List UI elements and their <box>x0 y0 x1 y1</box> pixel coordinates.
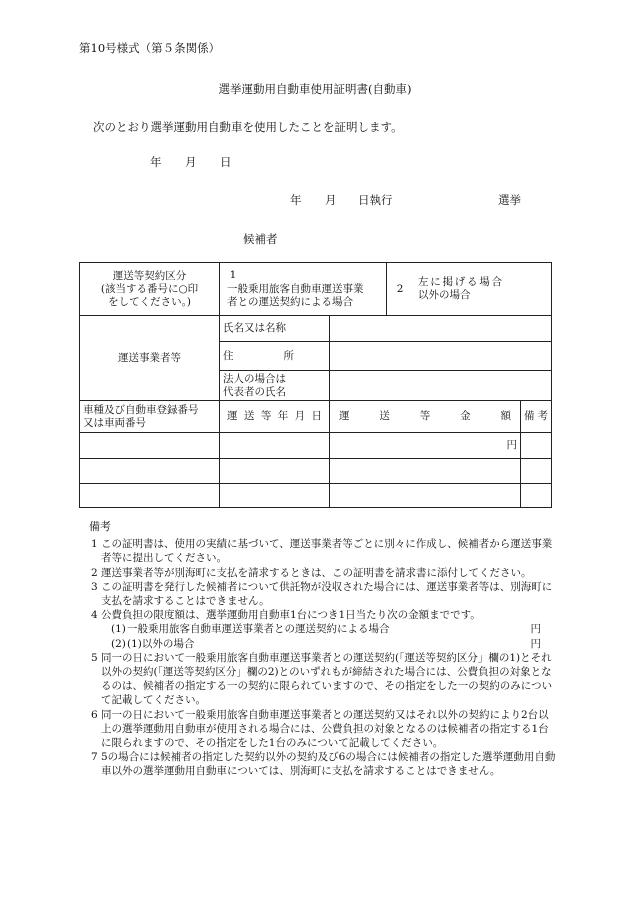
vehicle-cell[interactable] <box>80 459 220 484</box>
operator-label: 運送事業者等 <box>80 316 220 401</box>
month-label: 月 <box>185 155 197 169</box>
year-label: 年 <box>150 155 162 169</box>
note-item: 3 この証明書を発行した候補者について供託物が没収された場合には、運送事業者等は、別海町に支払を請求することはできません。 <box>91 580 553 608</box>
election-label: 選挙 <box>498 193 521 207</box>
contract-option-2[interactable]: 2 左に掲げる場合 以外の場合 <box>387 263 552 316</box>
note-item: 2 運送事業者等が別海町に支払を請求するときは、この証明書を請求書に添付してください。 <box>91 566 532 579</box>
vehicle-cell[interactable] <box>80 484 220 508</box>
election-year-label: 年 <box>290 193 302 207</box>
vehicle-header: 車種及び自動車登録番号 又は車両番号 <box>80 401 220 433</box>
note-sub-item: (2) (1)以外の場合 円 <box>111 637 541 650</box>
election-day-label: 日執行 <box>358 193 393 207</box>
amount-header: 運送等金額 <box>330 401 521 433</box>
amount-cell[interactable] <box>330 433 521 459</box>
date-cell[interactable] <box>220 484 330 508</box>
form-number: 第10号様式（第５条関係） <box>79 41 221 55</box>
contract-type-header: 運送等契約区分 (該当する番号に○印 をしてください。) <box>80 263 220 316</box>
representative-label: 法人の場合は 代表者の氏名 <box>220 371 330 401</box>
notes-section <box>79 520 559 779</box>
name-field[interactable] <box>330 316 552 342</box>
note-item: 4 公費負担の限度額は、選挙運動用自動車1台につき1日当たり次の金額までです。 <box>91 609 481 622</box>
vehicle-cell[interactable] <box>80 433 220 459</box>
amount-cell[interactable] <box>330 484 521 508</box>
date-cell[interactable] <box>220 459 330 484</box>
remarks-cell[interactable] <box>521 433 552 459</box>
remarks-cell[interactable] <box>521 459 552 484</box>
address-label: 住 所 <box>220 342 330 371</box>
note-item: 7 5の場合には候補者の指定した契約以外の契約及び6の場合には候補者の指定した選挙運動用自動車以外の選挙運動用自動車については、別海町に支払を請求することはできません。 <box>91 751 556 778</box>
contract-option-1[interactable]: 1 一般乗用旅客自動車運送事業 者との運送契約による場合 <box>220 263 387 316</box>
note-item: 5 同一の日において一般乗用旅客自動車運送事業者との運送契約(「運送等契約区分」欄の1)とそれ以外の契約(「運送等契約区分」欄の2)とのいずれもが締結された場合には、公費負担の対象となるのは、候補者の指定する一の契約に限られていますので、その指定をした一の契約のみについて記載してください。 <box>91 651 553 707</box>
remarks-cell[interactable] <box>521 484 552 508</box>
date-cell[interactable] <box>220 433 330 459</box>
date-header: 運送等年月日 <box>220 401 330 433</box>
note-item: 1 この証明書は、使用の実績に基づいて、運送事業者等ごとに別々に作成し、候補者から運送事業者等に提出してください。 <box>91 538 553 565</box>
certificate-table <box>79 262 552 508</box>
amount-cell[interactable] <box>330 459 521 484</box>
document-title: 選挙運動用自動車使用証明書(自動車) <box>218 82 412 96</box>
remarks-header: 備考 <box>521 401 552 433</box>
election-month-label: 月 <box>325 193 337 207</box>
yen-unit: 円 <box>506 439 518 451</box>
notes-heading: 備考 <box>89 520 111 533</box>
candidate-label: 候補者 <box>243 232 278 246</box>
day-label: 日 <box>220 155 232 169</box>
note-sub-item: (1) 一般乗用旅客自動車運送事業者との運送契約による場合 円 <box>111 623 541 636</box>
representative-field[interactable] <box>330 371 552 401</box>
name-label: 氏名又は名称 <box>220 316 330 342</box>
note-item: 6 同一の日において一般乗用旅客自動車運送事業者との運送契約又はそれ以外の契約により2台以上の選挙運動用自動車が使用される場合には、公費負担の対象となるのは候補者の指定する1台に限られますので、その指定をした1台のみについて記載してください。 <box>91 708 549 750</box>
intro-text: 次のとおり選挙運動用自動車を使用したことを証明します。 <box>93 120 403 134</box>
address-field[interactable] <box>330 342 552 371</box>
